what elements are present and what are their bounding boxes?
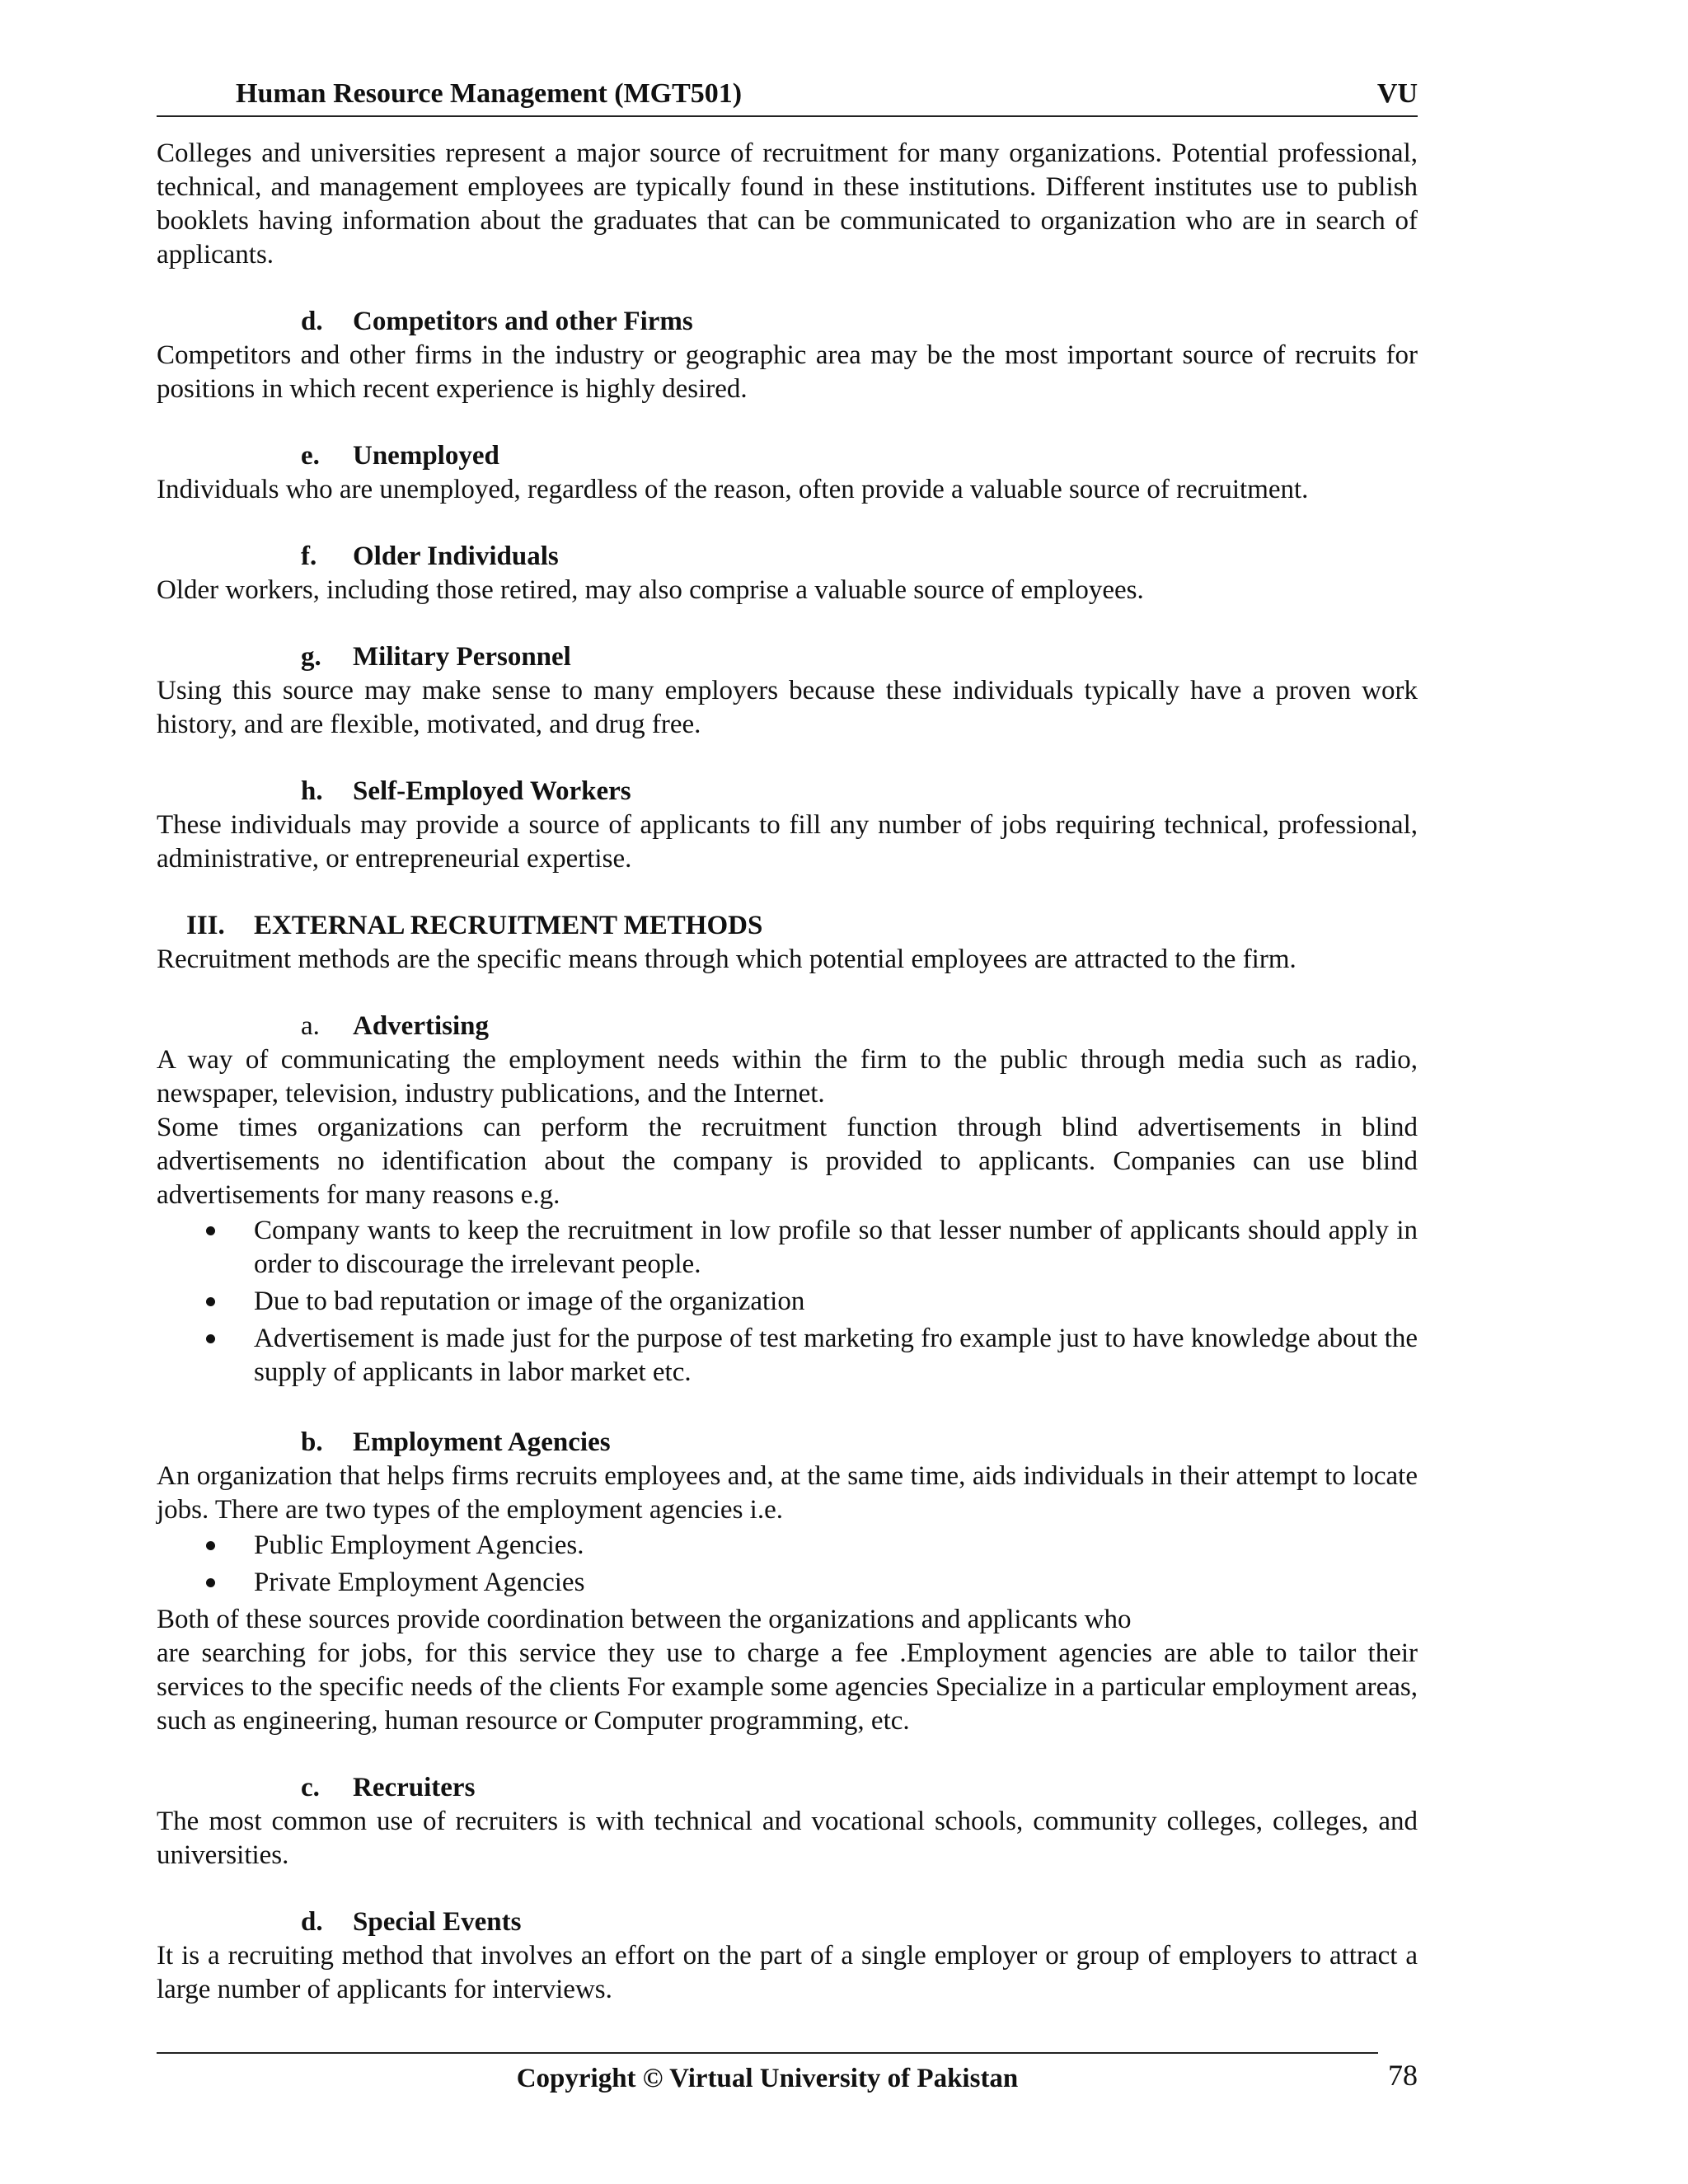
paragraph-agencies-2a: Both of these sources provide coordination between the organizations and applicants who (157, 1605, 1132, 1634)
subheading-employment-agencies (157, 1426, 1418, 1460)
bullet-icon (206, 1578, 215, 1587)
subheading-title: Employment Agencies (353, 1427, 611, 1457)
subheading-title: Unemployed (353, 441, 499, 471)
list-item-text: Company wants to keep the recruitment in low profile so that lesser number of applicants should apply in order to discourage the irrelevant people. (254, 1216, 1418, 1279)
list-item (157, 1529, 1418, 1563)
subheading-letter: b. (301, 1427, 323, 1457)
subheading-title: Self-Employed Workers (353, 776, 631, 806)
subheading-title: Older Individuals (353, 541, 559, 571)
paragraph-recruiters: The most common use of recruiters is with technical and vocational schools, community colleges, colleges, and universities. (157, 1807, 1418, 1870)
subheading-letter: a. (301, 1011, 320, 1041)
paragraph-military-personnel: Using this source may make sense to many employers because these individuals typically have a proven work history, and are flexible, motivated, and drug free. (157, 676, 1418, 739)
list-item-text: Private Employment Agencies (254, 1568, 585, 1597)
subheading-letter: d. (301, 1907, 323, 1937)
bullet-icon (206, 1541, 215, 1550)
subheading-self-employed (157, 775, 1418, 808)
paragraph-competitors: Competitors and other firms in the industry or geographic area may be the most important source of recruits for positions in which recent experience is highly desired. (157, 340, 1418, 404)
list-item-text: Due to bad reputation or image of the organization (254, 1286, 805, 1316)
subheading-title: Recruiters (353, 1773, 476, 1802)
list-item (157, 1566, 1418, 1600)
header-institution: VU (1376, 78, 1418, 109)
paragraph-self-employed: These individuals may provide a source of applicants to fill any number of jobs requiring technical, professional, administrative, or entrepreneurial expertise. (157, 810, 1418, 874)
agencies-bullet-list (157, 1529, 1418, 1600)
list-item-text: Public Employment Agencies. (254, 1530, 584, 1560)
paragraph-agencies-1: An organization that helps firms recruits employees and, at the same time, aids individuals in their attempt to locate jobs. There are two types of the employment agencies i.e. (157, 1461, 1418, 1525)
subheading-letter: g. (301, 642, 321, 672)
subheading-title: Competitors and other Firms (353, 307, 693, 336)
section-number: III. (186, 911, 225, 940)
subheading-letter: h. (301, 776, 323, 806)
footer-divider (157, 2052, 1378, 2054)
intro-paragraph: Colleges and universities represent a major source of recruitment for many organizations. Potential professional, technical, and management employees are typically found in these institutions. Different institutes use to publish booklets having information about the graduates that can be communicated to organization who are in search of applicants. (157, 138, 1418, 269)
page-number: 78 (1388, 2059, 1418, 2092)
bullet-icon (206, 1297, 215, 1306)
subheading-title: Advertising (353, 1011, 489, 1041)
subheading-unemployed (157, 439, 1418, 473)
subheading-competitors (157, 305, 1418, 339)
paragraph-special-events: It is a recruiting method that involves an effort on the part of a single employer or group of employers to attract a large number of applicants for interviews. (157, 1941, 1418, 2004)
paragraph-agencies-2b: are searching for jobs, for this service they use to charge a fee .Employment agencies are able to tailor their services to the specific needs of the clients For example some agencies Specialize in a particular employment areas, such as engineering, human resource or Computer programming, etc. (157, 1638, 1418, 1736)
subheading-older-individuals (157, 540, 1418, 574)
list-item (157, 1285, 1418, 1319)
page-header (157, 74, 1418, 117)
section-title: EXTERNAL RECRUITMENT METHODS (254, 911, 763, 940)
list-item (157, 1214, 1418, 1282)
list-item-text: Advertisement is made just for the purpose of test marketing fro example just to have knowledge about the supply of applicants in labor market etc. (254, 1324, 1418, 1387)
list-item (157, 1322, 1418, 1390)
document-page (157, 74, 1418, 2168)
subheading-military-personnel (157, 640, 1418, 674)
subheading-letter: f. (301, 541, 317, 571)
subheading-advertising (157, 1010, 1418, 1043)
subheading-recruiters (157, 1771, 1418, 1805)
subheading-title: Military Personnel (353, 642, 571, 672)
advertising-bullet-list (157, 1214, 1418, 1390)
subheading-special-events (157, 1905, 1418, 1939)
bullet-icon (206, 1226, 215, 1235)
subheading-letter: c. (301, 1773, 320, 1802)
subheading-title: Special Events (353, 1907, 522, 1937)
footer-copyright: Copyright © Virtual University of Pakistan (516, 2064, 1019, 2093)
paragraph-older-individuals: Older workers, including those retired, may also comprise a valuable source of employees. (157, 575, 1144, 605)
subheading-letter: e. (301, 441, 320, 471)
bullet-icon (206, 1334, 215, 1343)
section-intro: Recruitment methods are the specific means through which potential employees are attracted to the firm. (157, 944, 1296, 974)
section-heading (157, 909, 1418, 943)
page-content (157, 137, 1418, 2007)
paragraph-unemployed: Individuals who are unemployed, regardless of the reason, often provide a valuable source of recruitment. (157, 475, 1309, 504)
header-title: Human Resource Management (MGT501) (236, 78, 743, 109)
paragraph-advertising-2: Some times organizations can perform the recruitment function through blind advertisements in blind advertisements no identification about the company is provided to applicants. Companies can use blind advertisements for many reasons e.g. (157, 1113, 1418, 1210)
subheading-letter: d. (301, 307, 323, 336)
paragraph-advertising-1: A way of communicating the employment needs within the firm to the public through media such as radio, newspaper, television, industry publications, and the Internet. (157, 1045, 1418, 1108)
